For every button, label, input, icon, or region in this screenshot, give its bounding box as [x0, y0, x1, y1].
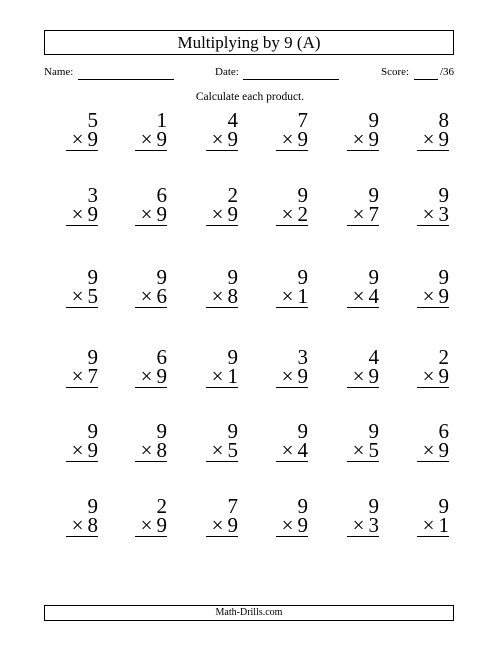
top-factor: 9: [87, 345, 98, 369]
times-sign: ×: [281, 202, 294, 226]
multiplication-problem: [389, 185, 449, 255]
times-sign: ×: [422, 284, 435, 308]
times-sign: ×: [352, 284, 365, 308]
bottom-factor: 7: [87, 364, 98, 388]
bottom-factor: 6: [156, 284, 167, 308]
times-sign: ×: [140, 202, 153, 226]
bottom-factor: 9: [87, 202, 98, 226]
bottom-factor: 9: [227, 513, 238, 537]
top-factor: 9: [368, 494, 379, 518]
times-sign: ×: [71, 364, 84, 388]
answer-line: [135, 225, 167, 226]
top-factor: 9: [297, 419, 308, 443]
bottom-factor: 9: [156, 513, 167, 537]
top-factor: 2: [156, 494, 167, 518]
worksheet-title: Multiplying by 9 (A): [44, 30, 454, 55]
name-label: Name:: [44, 66, 74, 78]
answer-line: [206, 307, 238, 308]
times-sign: ×: [140, 364, 153, 388]
answer-line: [66, 225, 98, 226]
multiplication-problem: [107, 421, 167, 491]
answer-line: [206, 536, 238, 537]
bottom-factor-row: [141, 515, 167, 535]
top-factor: 9: [438, 265, 449, 289]
bottom-factor-row: [212, 129, 238, 149]
multiplication-problem: [319, 347, 379, 417]
bottom-factor-row: [282, 286, 308, 306]
bottom-factor: 7: [368, 202, 379, 226]
answer-line: [135, 461, 167, 462]
times-sign: ×: [422, 127, 435, 151]
answer-line: [66, 150, 98, 151]
multiplication-problem: [319, 185, 379, 255]
answer-line: [135, 150, 167, 151]
bottom-factor-row: [141, 366, 167, 386]
bottom-factor: 9: [87, 438, 98, 462]
bottom-factor-row: [141, 440, 167, 460]
bottom-factor-row: [212, 366, 238, 386]
times-sign: ×: [211, 284, 224, 308]
bottom-factor: 3: [368, 513, 379, 537]
multiplication-problem: [178, 347, 238, 417]
bottom-factor-row: [353, 440, 379, 460]
bottom-factor-row: [212, 440, 238, 460]
top-factor: 9: [87, 265, 98, 289]
answer-line: [276, 307, 308, 308]
name-blank[interactable]: [78, 79, 174, 80]
top-factor: 9: [87, 494, 98, 518]
multiplication-problem: [389, 496, 449, 566]
multiplication-problem: [178, 185, 238, 255]
multiplication-problem: [248, 267, 308, 337]
bottom-factor-row: [72, 286, 98, 306]
bottom-factor-row: [282, 129, 308, 149]
bottom-factor: 9: [438, 127, 449, 151]
bottom-factor: 1: [438, 513, 449, 537]
footer: Math-Drills.com: [44, 605, 454, 621]
answer-line: [135, 387, 167, 388]
top-factor: 9: [438, 183, 449, 207]
multiplication-problem: [248, 496, 308, 566]
score-total: /36: [440, 66, 455, 78]
answer-line: [276, 225, 308, 226]
multiplication-problem: [38, 496, 98, 566]
bottom-factor-row: [72, 204, 98, 224]
top-factor: 4: [227, 108, 238, 132]
bottom-factor-row: [282, 204, 308, 224]
bottom-factor: 9: [297, 364, 308, 388]
bottom-factor: 1: [227, 364, 238, 388]
answer-line: [347, 536, 379, 537]
bottom-factor: 9: [438, 364, 449, 388]
bottom-factor: 9: [297, 127, 308, 151]
score-blank[interactable]: [414, 79, 438, 80]
times-sign: ×: [140, 127, 153, 151]
bottom-factor-row: [353, 204, 379, 224]
answer-line: [417, 461, 449, 462]
bottom-factor: 9: [156, 364, 167, 388]
top-factor: 2: [438, 345, 449, 369]
bottom-factor-row: [423, 440, 449, 460]
times-sign: ×: [281, 284, 294, 308]
bottom-factor-row: [282, 440, 308, 460]
top-factor: 9: [227, 419, 238, 443]
bottom-factor: 9: [438, 438, 449, 462]
answer-line: [347, 225, 379, 226]
bottom-factor: 5: [227, 438, 238, 462]
times-sign: ×: [281, 364, 294, 388]
top-factor: 9: [297, 265, 308, 289]
top-factor: 9: [156, 419, 167, 443]
date-blank[interactable]: [243, 79, 339, 80]
times-sign: ×: [211, 513, 224, 537]
answer-line: [417, 387, 449, 388]
bottom-factor: 1: [297, 284, 308, 308]
bottom-factor: 9: [227, 127, 238, 151]
top-factor: 9: [368, 265, 379, 289]
bottom-factor-row: [72, 440, 98, 460]
answer-line: [66, 461, 98, 462]
answer-line: [347, 307, 379, 308]
times-sign: ×: [352, 513, 365, 537]
bottom-factor-row: [212, 204, 238, 224]
answer-line: [66, 536, 98, 537]
top-factor: 5: [87, 108, 98, 132]
multiplication-problem: [319, 267, 379, 337]
bottom-factor-row: [353, 129, 379, 149]
top-factor: 9: [227, 265, 238, 289]
date-label: Date:: [215, 66, 239, 78]
answer-line: [417, 225, 449, 226]
times-sign: ×: [422, 202, 435, 226]
top-factor: 9: [87, 419, 98, 443]
times-sign: ×: [71, 513, 84, 537]
answer-line: [276, 536, 308, 537]
bottom-factor-row: [282, 366, 308, 386]
times-sign: ×: [422, 513, 435, 537]
multiplication-problem: [107, 110, 167, 180]
bottom-factor-row: [212, 515, 238, 535]
times-sign: ×: [211, 438, 224, 462]
times-sign: ×: [71, 438, 84, 462]
bottom-factor: 9: [156, 202, 167, 226]
multiplication-problem: [178, 267, 238, 337]
times-sign: ×: [352, 127, 365, 151]
instructions: Calculate each product.: [195, 91, 305, 103]
bottom-factor-row: [212, 286, 238, 306]
bottom-factor-row: [72, 366, 98, 386]
answer-line: [417, 150, 449, 151]
bottom-factor: 9: [368, 127, 379, 151]
times-sign: ×: [422, 438, 435, 462]
top-factor: 9: [156, 265, 167, 289]
bottom-factor-row: [423, 129, 449, 149]
bottom-factor-row: [141, 286, 167, 306]
times-sign: ×: [211, 202, 224, 226]
multiplication-problem: [107, 496, 167, 566]
answer-line: [206, 387, 238, 388]
answer-line: [276, 150, 308, 151]
bottom-factor: 9: [156, 127, 167, 151]
answer-line: [417, 307, 449, 308]
times-sign: ×: [211, 127, 224, 151]
times-sign: ×: [352, 364, 365, 388]
times-sign: ×: [352, 438, 365, 462]
answer-line: [347, 461, 379, 462]
bottom-factor-row: [72, 515, 98, 535]
answer-line: [206, 150, 238, 151]
bottom-factor-row: [353, 366, 379, 386]
top-factor: 6: [156, 183, 167, 207]
bottom-factor: 9: [297, 513, 308, 537]
multiplication-problem: [319, 421, 379, 491]
bottom-factor: 8: [227, 284, 238, 308]
bottom-factor: 4: [297, 438, 308, 462]
bottom-factor-row: [423, 286, 449, 306]
bottom-factor-row: [423, 366, 449, 386]
times-sign: ×: [140, 513, 153, 537]
multiplication-problem: [248, 185, 308, 255]
top-factor: 2: [227, 183, 238, 207]
multiplication-problem: [107, 185, 167, 255]
bottom-factor: 5: [87, 284, 98, 308]
multiplication-problem: [38, 185, 98, 255]
info-row: [0, 66, 500, 82]
multiplication-problem: [38, 110, 98, 180]
multiplication-problem: [389, 267, 449, 337]
score-label: Score:: [381, 66, 410, 78]
top-factor: 9: [368, 183, 379, 207]
top-factor: 6: [438, 419, 449, 443]
answer-line: [276, 387, 308, 388]
multiplication-problem: [248, 110, 308, 180]
multiplication-problem: [178, 421, 238, 491]
top-factor: 9: [297, 494, 308, 518]
multiplication-problem: [107, 267, 167, 337]
bottom-factor-row: [141, 204, 167, 224]
bottom-factor-row: [72, 129, 98, 149]
times-sign: ×: [140, 284, 153, 308]
multiplication-problem: [38, 267, 98, 337]
multiplication-problem: [107, 347, 167, 417]
answer-line: [206, 225, 238, 226]
answer-line: [206, 461, 238, 462]
times-sign: ×: [211, 364, 224, 388]
multiplication-problem: [389, 347, 449, 417]
answer-line: [417, 536, 449, 537]
times-sign: ×: [281, 127, 294, 151]
answer-line: [135, 536, 167, 537]
bottom-factor-row: [353, 286, 379, 306]
top-factor: 7: [227, 494, 238, 518]
answer-line: [347, 150, 379, 151]
answer-line: [66, 387, 98, 388]
bottom-factor: 9: [438, 284, 449, 308]
bottom-factor-row: [423, 204, 449, 224]
top-factor: 9: [227, 345, 238, 369]
times-sign: ×: [140, 438, 153, 462]
top-factor: 9: [368, 108, 379, 132]
multiplication-problem: [248, 347, 308, 417]
multiplication-problem: [178, 496, 238, 566]
bottom-factor-row: [353, 515, 379, 535]
multiplication-problem: [389, 110, 449, 180]
times-sign: ×: [352, 202, 365, 226]
bottom-factor-row: [423, 515, 449, 535]
multiplication-problem: [38, 347, 98, 417]
answer-line: [135, 307, 167, 308]
top-factor: 9: [438, 494, 449, 518]
top-factor: 9: [297, 183, 308, 207]
bottom-factor-row: [282, 515, 308, 535]
answer-line: [347, 387, 379, 388]
times-sign: ×: [281, 513, 294, 537]
bottom-factor: 9: [87, 127, 98, 151]
times-sign: ×: [71, 202, 84, 226]
multiplication-problem: [319, 496, 379, 566]
top-factor: 3: [297, 345, 308, 369]
multiplication-problem: [248, 421, 308, 491]
top-factor: 9: [368, 419, 379, 443]
bottom-factor: 4: [368, 284, 379, 308]
times-sign: ×: [71, 127, 84, 151]
top-factor: 4: [368, 345, 379, 369]
multiplication-problem: [178, 110, 238, 180]
multiplication-problem: [319, 110, 379, 180]
times-sign: ×: [71, 284, 84, 308]
answer-line: [276, 461, 308, 462]
answer-line: [66, 307, 98, 308]
times-sign: ×: [422, 364, 435, 388]
multiplication-problem: [389, 421, 449, 491]
multiplication-problem: [38, 421, 98, 491]
top-factor: 8: [438, 108, 449, 132]
top-factor: 3: [87, 183, 98, 207]
bottom-factor: 2: [297, 202, 308, 226]
bottom-factor: 8: [87, 513, 98, 537]
bottom-factor: 3: [438, 202, 449, 226]
bottom-factor-row: [141, 129, 167, 149]
bottom-factor: 9: [227, 202, 238, 226]
top-factor: 6: [156, 345, 167, 369]
times-sign: ×: [281, 438, 294, 462]
top-factor: 7: [297, 108, 308, 132]
bottom-factor: 8: [156, 438, 167, 462]
top-factor: 1: [156, 108, 167, 132]
bottom-factor: 9: [368, 364, 379, 388]
bottom-factor: 5: [368, 438, 379, 462]
